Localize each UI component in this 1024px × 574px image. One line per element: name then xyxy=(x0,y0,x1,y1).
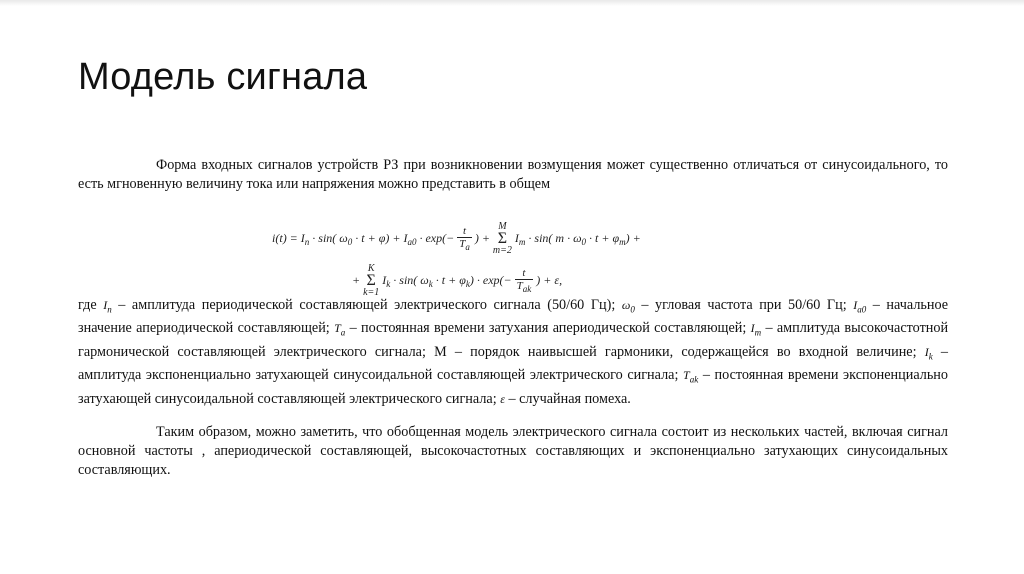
symbol-T-ak: $T_{ak}$ xyxy=(683,368,699,385)
intro-paragraph xyxy=(78,156,948,194)
symbol-epsilon: ε xyxy=(500,391,505,406)
def-I-k: – амплитуда экспоненциально затухающей синусоидальной составляющей электрического сигнала; xyxy=(78,343,948,384)
signal-formula-line2: + K Σ k=1 $I_k \cdot \sin$( $\omega_k \cdot t + \varphi_k) \cdot \exp(-$ $\frac{t}{T_{ak}}$ ) + ε, xyxy=(352,263,563,298)
def-T-ak: – постоянная времени экспоненциально затухающей синусоидальной составляющей электрического сигнала; xyxy=(78,367,948,407)
def-omega0: – угловая частота при 50/60 Гц; xyxy=(641,297,847,313)
def-I-m: – амплитуда высокочастотной гармонической составляющей электрического сигнала; M – порядок наивысшей гармоники, содержащейся во входной величине; xyxy=(78,320,949,360)
conclusion-paragraph xyxy=(78,423,948,480)
def-T-a: – постоянная времени затухания апериодической составляющей; xyxy=(349,320,747,337)
conclusion-text: Таким образом, можно заметить, что обобщенная модель электрического сигнала состоит из нескольких частей, включая сигнал основной частоты , апериодической составляющей, высокочастотных составляющих и экспоненциально затухающих синусоидальных составляющих. xyxy=(78,424,948,478)
def-I-p: – амплитуда периодической составляющей электрического сигнала (50/60 Гц); xyxy=(118,297,616,313)
def-epsilon: – случайная помеха. xyxy=(508,390,631,407)
definitions-paragraph xyxy=(78,296,948,409)
def-I-a0: – начальное значение апериодической составляющей; xyxy=(78,297,949,337)
symbol-omega0: $\omega_0$ xyxy=(621,298,635,315)
slide-title: Модель сигнала xyxy=(78,56,368,98)
where-word: где xyxy=(78,297,97,313)
intro-text: Форма входных сигналов устройств РЗ при возникновении возмущения может существенно отличаться от синусоидального, то есть мгновенную величину тока или напряжения можно представить в общем xyxy=(78,157,948,192)
symbol-I-m: $I_m$ xyxy=(750,321,762,338)
symbol-I-a0: $I_{a0}$ xyxy=(853,298,867,315)
symbol-T-a: $T_a$ xyxy=(334,321,346,338)
symbol-I-p: $I_п$ xyxy=(103,298,112,315)
signal-formula-line1: $i(t) = I_п \cdot \sin$( $\omega_0 \cdot t + \varphi) + I_{a0} \cdot \exp(-$ $\frac{t}{T_a}$ ) + M Σ m=2 $I_m \cdot \sin$( $m \cdot \omega_0 \cdot t + \varphi_m$) + xyxy=(272,221,641,256)
symbol-I-k: $I_k$ xyxy=(924,344,933,362)
slide-top-shadow xyxy=(0,0,1024,6)
